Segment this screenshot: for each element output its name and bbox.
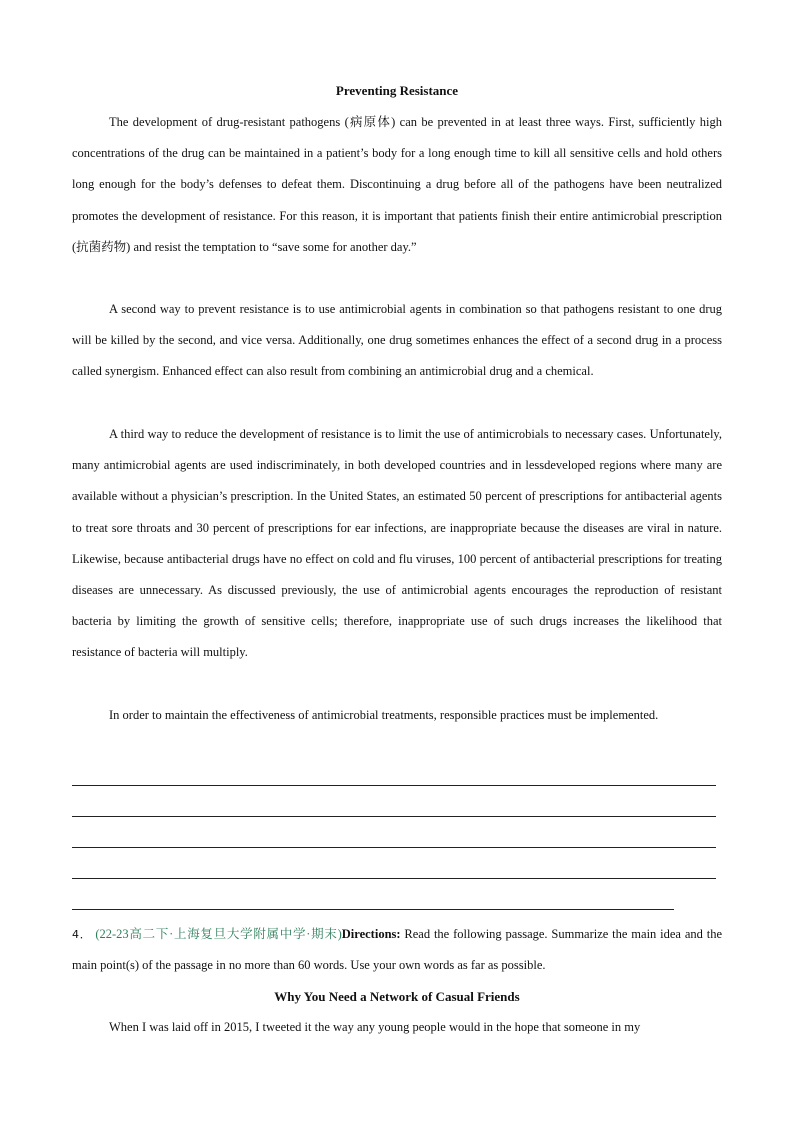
passage-2-title: Why You Need a Network of Casual Friends [274, 989, 520, 1004]
directions-text: Read the following passage. Summarize the main idea and the main point(s) of the passage in no more than 60 words. Use your own words as far as possible. [72, 927, 722, 973]
passage-2-first-line: When I was laid off in 2015, I tweeted it the way any young people would in the hope that someone in my [109, 1020, 641, 1034]
question-source-link[interactable]: (22-23高二下·上海复旦大学附属中学·期末) [95, 927, 342, 941]
question-number: 4． [72, 928, 92, 941]
document-page [72, 0, 722, 1123]
directions-label: Directions: [341, 927, 401, 941]
answer-line-4[interactable] [72, 878, 716, 879]
passage-paragraph-4: In order to maintain the effectiveness of antimicrobial treatments, responsible practices must be implemented. [109, 708, 659, 722]
answer-line-2[interactable] [72, 816, 716, 817]
passage-title: Preventing Resistance [335, 83, 459, 98]
passage-paragraph-1: The development of drug-resistant pathogens (病原体) can be prevented in at least three ways. First, sufficiently high concentrations of the drug can be maintained in a patient’s body for a long enough time to kill all sensitive cells and hold others long enough for the body’s defenses to defeat them. Discontinuing a drug before all of the pathogens have been neutralized promotes the development of resistance. For this reason, it is important that patients finish their entire antimicrobial prescription (抗菌药物) and resist the temptation to “save some for another day.” [72, 115, 722, 254]
passage-paragraph-2: A second way to prevent resistance is to use antimicrobial agents in combination so that pathogens resistant to one drug will be killed by the second, and vice versa. Additionally, one drug sometimes enhances the effect of a second drug in a process called synergism. Enhanced effect can also result from combining an antimicrobial drug and a chemical. [72, 302, 722, 379]
answer-line-5[interactable] [72, 909, 674, 910]
answer-line-1[interactable] [72, 785, 716, 786]
passage-paragraph-3: A third way to reduce the development of resistance is to limit the use of antimicrobials to necessary cases. Unfortunately, many antimicrobial agents are used indiscriminately, in both developed countries and in lessdeveloped regions where many are available without a physician’s prescription. In the United States, an estimated 50 percent of prescriptions for antibacterial agents to treat sore throats and 30 percent of prescriptions for ear infections, are inappropriate because the diseases are viral in nature. Likewise, because antibacterial drugs have no effect on cold and flu viruses, 100 percent of antibacterial prescriptions for treating diseases are unnecessary. As discussed previously, the use of antimicrobial agents encourages the reproduction of resistant bacteria by limiting the growth of sensitive cells; therefore, inappropriate use of such drugs increases the likelihood that resistance of bacteria will multiply. [72, 427, 722, 660]
answer-line-3[interactable] [72, 847, 716, 848]
question-4-directions [72, 919, 722, 981]
